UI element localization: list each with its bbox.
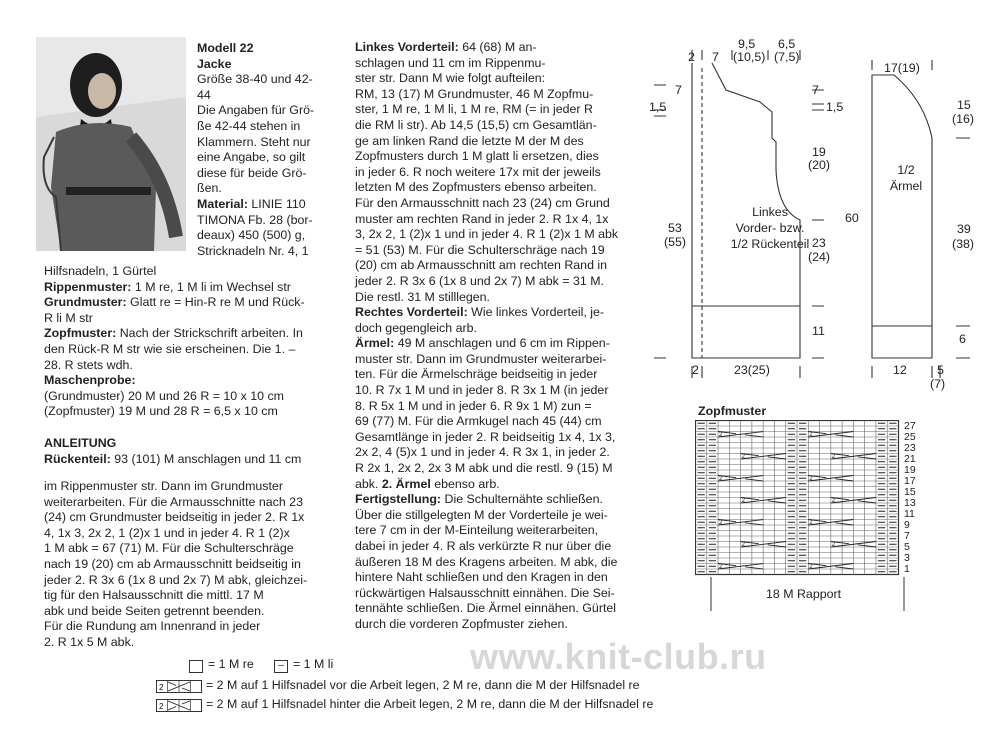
left-front-line: (20) cm ab Armausschnitt am rechten Rand in <box>355 258 608 273</box>
left-front-line: die RM li str). Ab 14,5 (15,5) cm Gesamtlän- <box>355 117 597 132</box>
cable-line-3: 28. R stets wdh. <box>44 357 133 372</box>
dim-sleeve-38: (38) <box>952 237 975 251</box>
dim-mid-11: 11 <box>812 324 825 338</box>
cable-cell-label: 2 <box>809 476 813 482</box>
model-photo <box>36 37 186 251</box>
left-front-line: ster, 1 M re, 1 M li, 1 M re, RM (= in jeder R <box>355 102 593 117</box>
dim-left-55: (55) <box>664 235 687 249</box>
left-front-line: ster str. Dann M wie folgt aufteilen: <box>355 71 546 86</box>
left-front-line: 3, 2x 2, 1 (2)x 1 und in jeder 4. R 1 (2)x 1 M abk <box>355 227 619 242</box>
material-line-2: TIMONA Fb. 28 (bor- <box>197 212 313 227</box>
basic-label: Grundmuster: <box>44 295 127 310</box>
cable-cell-label: 2 <box>741 542 745 548</box>
cable-cell-label: 2 <box>719 520 723 526</box>
instructions-block <box>44 436 301 467</box>
right-front-first: Wie linkes Vorderteil, je- <box>467 305 605 320</box>
right-front-line: doch gegengleich arb. <box>355 320 477 335</box>
size-note-4: eine Angabe, so gilt <box>197 150 306 165</box>
dim-top-7: 7 <box>712 50 719 64</box>
dim-top-9-5: 9,5 <box>738 37 756 51</box>
cable-line-1: Nach der Strickschrift arbeiten. In <box>116 326 303 341</box>
finish-line: hintere Naht schließen und den Kragen in den <box>355 570 608 585</box>
back-line: 2. R 1x 5 M abk. <box>44 634 135 649</box>
sleeve-label-line: Ärmel <box>889 179 923 193</box>
dim-top-10-5: (10,5) <box>733 50 766 64</box>
back-line: im Rippenmuster str. Dann im Grundmuster <box>44 479 283 493</box>
material-line-3: deaux) 450 (500) g, <box>197 228 306 243</box>
header-block <box>197 41 314 259</box>
sleeve-line: 10. R 7x 1 M und in jeder 8. R 3x 1 M (in jeder <box>355 383 609 398</box>
knit-symbol-box <box>189 660 203 673</box>
rib-label: Rippenmuster: <box>44 279 132 294</box>
left-front-line: letzten M des Zopfmusters ebenso arbeiten. <box>355 180 597 195</box>
finish-line: dabei in jeder 4. R als verkürzte R nur über die <box>355 539 612 553</box>
cable-chart-grid <box>695 420 905 580</box>
dim-bottom-12: 12 <box>893 363 907 377</box>
sleeve-line: R 2x 1, 2x 2, 2x 3 M abk und die restl. 9 (15) M <box>355 461 613 476</box>
middle-column <box>355 40 618 633</box>
legend-cable-front: = 2 M auf 1 Hilfsnadel vor die Arbeit legen, 2 M re, dann die M der Hilfsnadel re <box>206 678 640 692</box>
finish-line: äußeren 18 M des Kragens arbeiten. M abk, die <box>355 554 618 569</box>
dim-left-53: 53 <box>668 221 682 235</box>
left-front-line: RM, 13 (17) M Grundmuster, 46 M Zopfmu- <box>355 86 594 101</box>
dim-left-7: 7 <box>675 83 682 97</box>
back-line: abk und beide Seiten getrennt beenden. <box>44 603 265 618</box>
sleeve-line: ten. Für die Ärmelschräge beidseitig in jeder <box>355 367 598 382</box>
sleeve-outline <box>872 75 932 358</box>
basic-line-1: Glatt re = Hin-R re M und Rück- <box>126 295 305 310</box>
dim-60: 60 <box>845 211 859 225</box>
cable-cell-label: 2 <box>719 476 723 482</box>
material-cont: Hilfsnadeln, 1 Gürtel <box>44 264 157 278</box>
sleeve-last-pre: abk. <box>355 476 382 491</box>
back-label: Rückenteil: <box>44 451 111 466</box>
left-front-line: Zopfmusters durch 1 M glatt li ersetzen, dies <box>355 149 599 164</box>
left-front-line: schlagen und 11 cm im Rippenmu- <box>355 55 546 70</box>
sleeve-first: 49 M anschlagen und 6 cm im Rippen- <box>394 336 610 351</box>
finish-line: tere 7 cm in der M-Einteilung weiterarbeiten, <box>355 523 599 538</box>
cable-cell-label: 2 <box>809 564 813 570</box>
dim-bottom-7: (7) <box>930 377 946 391</box>
row-number: 9 <box>904 519 910 531</box>
front-piece-label <box>725 204 815 252</box>
front-label-line: Vorder- bzw. <box>735 221 805 235</box>
cable-label: Zopfmuster: <box>44 326 117 341</box>
model-number: Modell 22 <box>197 41 254 55</box>
gauge-line-1: (Grundmuster) 20 M und 26 R = 10 x 10 cm <box>44 388 285 403</box>
purl-symbol-box: – <box>274 660 288 673</box>
row-number: 21 <box>904 453 916 465</box>
dim-bottom-2: 2 <box>692 363 699 377</box>
sleeve-last-bold: 2. Ärmel <box>381 476 431 491</box>
dim-mid-24: (24) <box>808 250 831 264</box>
row-number: 27 <box>904 420 916 432</box>
material-line-1: LINIE 110 <box>247 196 306 211</box>
row-number: 17 <box>904 475 916 487</box>
legend-cable-back: = 2 M auf 1 Hilfsnadel hinter die Arbeit legen, 2 M re, dann die M der Hilfsnadel re <box>206 697 654 711</box>
left-front-line: jeder 2. R 3x 6 (1x 8 und 2x 7) M abk = 31 M. <box>355 273 604 288</box>
left-front-line: ge am linken Rand die letzte M der M des <box>355 133 584 148</box>
size-note-5: diese für beide Grö- <box>197 165 307 180</box>
cable-cell-label: 2 <box>719 432 723 438</box>
cable-back-symbol <box>156 699 202 712</box>
legend-knit: = 1 M re <box>208 657 254 671</box>
row-number: 1 <box>904 563 910 575</box>
sleeve-line: Gesamtlänge in jeder 2. R beidseitig 1x 4, 1x 3, <box>355 429 616 444</box>
finish-label: Fertigstellung: <box>355 492 442 507</box>
dim-sleeve-6: 6 <box>959 332 966 346</box>
cable-cell-label: 2 <box>831 542 836 548</box>
finish-line: durch die vorderen Zopfmuster ziehen. <box>355 616 568 631</box>
cable-cell-label: 2 <box>809 520 813 526</box>
dim-top-2: 2 <box>688 50 695 64</box>
sleeve-line: 8. R 5x 1 M und in jeder 6. R 9x 1 M) zun = <box>355 398 592 413</box>
sleeve-line: 69 (77) M. Für die Armkugel nach 45 (44) cm <box>355 414 602 429</box>
right-front-label: Rechtes Vorderteil: <box>355 305 468 320</box>
back-line: 4, 1x 3, 2x 2, 1 (2)x 1 und in jeder 4. R 1 (2)x <box>44 525 290 540</box>
cable-cell-label: 2 <box>741 454 745 460</box>
finish-line: rückwärtigen Halsausschnitt einnähen. Die Sei- <box>355 585 615 600</box>
row-number: 5 <box>904 541 910 553</box>
back-line: 1 M abk = 67 (71) M. Für die Schulterschräge <box>44 541 294 556</box>
dim-mid-20: (20) <box>808 158 831 172</box>
row-number: 11 <box>904 508 915 520</box>
finish-line: tennähte schließen. Die Ärmel einnähen. Gürtel <box>355 601 617 616</box>
cable-cell-label: 2 <box>741 498 745 504</box>
back-line: tig für den Halsausschnitt die mittl. 17 M <box>44 588 264 603</box>
back-line: jeder 2. R 3x 6 (1x 8 und 2x 7) M abk, gleichzei- <box>44 572 308 587</box>
left-front-first: 64 (68) M an- <box>458 40 537 54</box>
left-front-line: muster am rechten Rand in jeder 2. R 1x 4, 1x <box>355 211 609 226</box>
cable-back-symbol-label: 2 <box>159 702 164 711</box>
cable-front-symbol <box>156 680 202 693</box>
dim-mid-19: 19 <box>812 145 826 159</box>
chart-row-numbers <box>904 421 916 575</box>
row-number: 19 <box>904 464 916 476</box>
size-line-1: Größe 38-40 und 42- <box>197 72 313 87</box>
back-line: Für die Rundung am Innenrand in jeder <box>44 619 261 634</box>
back-line: weiterarbeiten. Für die Armausschnitte nach 23 <box>44 494 303 509</box>
size-note-1: Die Angaben für Grö- <box>197 103 315 118</box>
cable-cell-label: 2 <box>831 498 836 504</box>
dim-sleeve-39: 39 <box>957 222 971 236</box>
left-front-line: = 51 (53) M. Für die Schulterschräge nach 19 <box>355 242 605 257</box>
row-number: 7 <box>904 530 910 542</box>
schematic-diagram <box>640 30 1000 400</box>
patterns-block <box>44 264 305 420</box>
chart-title: Zopfmuster <box>698 404 767 418</box>
cable-cell-label: 2 <box>831 454 836 460</box>
sleeve-line: 2x 2, 4 (5)x 1 und in jeder 4. R 3x 1, in jeder 2. <box>355 445 610 460</box>
row-number: 13 <box>904 497 916 509</box>
size-line-2: 44 <box>197 87 211 102</box>
front-label-line: 1/2 Rückenteil <box>730 237 810 251</box>
dim-left-1-5: 1,5 <box>649 100 667 114</box>
sleeve-line: muster str. Dann im Grundmuster weiterarbei- <box>355 351 607 366</box>
gauge-label: Maschenprobe: <box>44 373 136 388</box>
dim-bottom-5: 5 <box>937 363 944 377</box>
model-illustration <box>36 37 186 251</box>
basic-line-2: R li M str <box>44 310 93 325</box>
left-front-line: Für den Armausschnitt nach 23 (24) cm Grund <box>355 195 610 210</box>
sleeve-label-line: 1/2 <box>897 163 915 177</box>
row-number: 15 <box>904 486 916 498</box>
cable-cell-label: 2 <box>719 564 723 570</box>
dim-mid-7: 7 <box>812 83 819 97</box>
back-first: 93 (101) M anschlagen und 11 cm <box>110 451 302 466</box>
left-front-line: in jeder 6. R noch weitere 17x mit der jeweils <box>355 164 601 179</box>
dim-top-7-5: (7,5) <box>774 50 800 64</box>
watermark-text: www.knit-club.ru <box>470 636 767 677</box>
dim-mid-23: 23 <box>812 236 826 250</box>
back-line: (24) cm Grundmuster beidseitig in jeder 2. R 1x <box>44 510 305 525</box>
dim-bottom-23: 23(25) <box>734 363 770 377</box>
left-front-line: Die restl. 31 M stilllegen. <box>355 289 490 304</box>
sleeve-piece-label <box>886 162 926 194</box>
row-number: 25 <box>904 431 916 443</box>
dim-mid-1-5: 1,5 <box>826 100 844 114</box>
material-label: Material: <box>197 196 248 211</box>
finish-first: Die Schulternähte schließen. <box>441 492 603 507</box>
left-front-label: Linkes Vorderteil: <box>355 40 459 54</box>
sleeve-last-post: ebenso arb. <box>430 476 500 491</box>
dim-top-17: 17(19) <box>884 61 920 75</box>
dim-top-6-5: 6,5 <box>778 37 796 51</box>
row-number: 23 <box>904 442 916 454</box>
material-line-4: Stricknadeln Nr. 4, 1 <box>197 243 309 258</box>
instructions-heading: ANLEITUNG <box>44 436 117 450</box>
cable-line-2: den Rück-R M str wie sie erscheinen. Die 1. – <box>44 341 296 356</box>
garment-name: Jacke <box>197 56 232 71</box>
size-note-3: Klammern. Steht nur <box>197 134 311 149</box>
back-text <box>44 479 307 651</box>
rib-text: 1 M re, 1 M li im Wechsel str <box>131 279 291 294</box>
cable-cell-label: 2 <box>809 432 813 438</box>
back-line: nach 19 (20) cm ab Armausschnitt beidseitig in <box>44 556 301 571</box>
sleeve-label: Ärmel: <box>355 336 395 351</box>
row-number: 3 <box>904 552 910 564</box>
left-ticks <box>654 85 666 358</box>
rapport-label: 18 M Rapport <box>766 587 842 601</box>
front-label-line: Linkes <box>752 205 788 219</box>
legend-purl: = 1 M li <box>293 657 334 671</box>
finish-line: Über die stillgelegten M der Vorderteile je wei- <box>355 507 608 522</box>
cable-front-symbol-label: 2 <box>159 683 164 692</box>
size-note-6: ßen. <box>197 181 222 196</box>
size-note-2: ße 42-44 stehen in <box>197 118 301 133</box>
dim-sleeve-16: (16) <box>952 112 975 126</box>
dim-sleeve-15: 15 <box>957 98 971 112</box>
gauge-line-2: (Zopfmuster) 19 M und 28 R = 6,5 x 10 cm <box>44 404 278 419</box>
